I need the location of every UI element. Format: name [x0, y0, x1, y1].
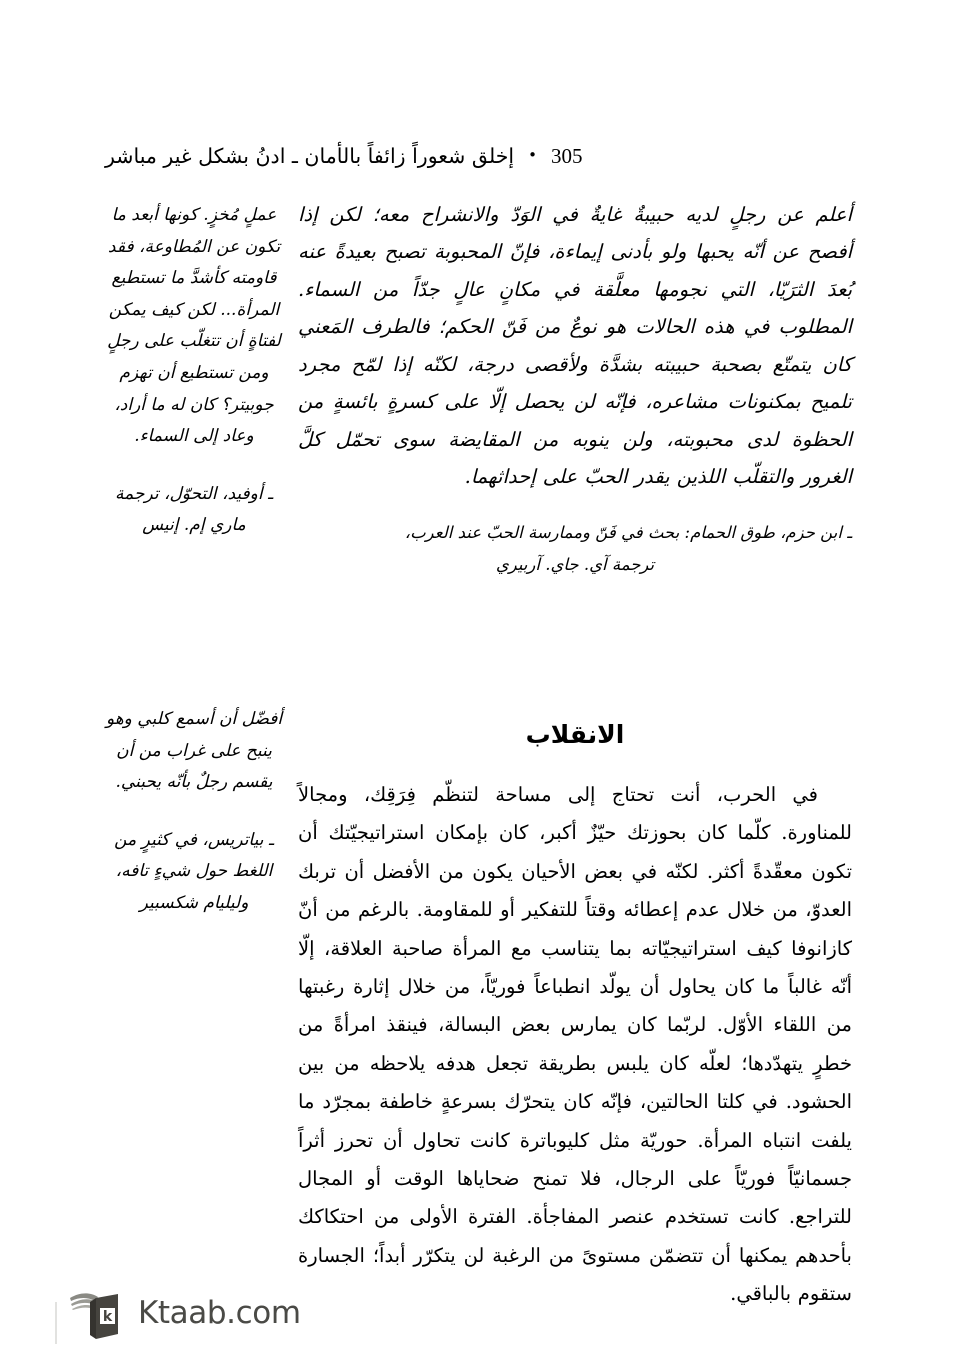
running-head-separator-icon: • [528, 146, 537, 164]
open-book-icon [62, 1282, 124, 1344]
margin-note-1-source: ـ أوفيد، التحوّل، ترجمة ماري إم. إنيس [115, 483, 273, 536]
section-body [298, 776, 852, 1314]
epigraph-attribution [298, 518, 852, 581]
epigraph-source-line-1: ـ ابن حزم، طوق الحمام: بحث في فَنّ وممارسة الحبّ عند العرب، [404, 522, 852, 542]
svg-text:k: k [102, 1309, 113, 1325]
running-head [105, 146, 850, 180]
margin-note-2-text: أفضّل أن أسمع كلبي وهو ينبح على غراب من أن يقسم رجلٌ بأنّه يحبني. [105, 709, 283, 793]
ktaab-watermark[interactable] [62, 1282, 301, 1344]
epigraph-text: أعلم عن رجلٍ لديه حبيبةٌ غايةٌ في الوَدّ والانشراح معه؛ لكن إذا أفصح عن أنّه يحبها ولو بأدنى إيماءة، فإنّ المحبوبة تصبح بعيدةً عنه بُعدَ الثرَيّا، التي نجومها معلَّقة في مكانٍ عالٍ جدّاً من السماء. المطلوب في هذه الحالات هو نوعٌ من فَنّ الحكم؛ فالطرف المَعني كان يتمتّع بصحبة حبيبته بشدَّة ولأقصى درجة، لكنّه إذا لمّح مجرد تلميح بمكنونات مشاعره، فإنّه لن يحصل إلّا على كسرةٍ بائسةٍ من الحظوة لدى محبوبته، ولن ينوبه من المقايضة سوى تحمّل كلَّ الغرور والتقلّب اللذين يقدر الحبّ على إحداثهما. [298, 203, 852, 489]
margin-note-2-source: ـ بياتريس، في كثيرٍ من اللغط حول شيءٍ تافه، وليليام شكسبير [114, 829, 274, 914]
section-body-paragraph: في الحرب، أنت تحتاج إلى مساحة لتنظّم فِرَقِك، ومجالاً للمناورة. كلّما كان بحوزتك حيّزٌ أكبر، كان بإمكان استراتيجيّتك أن تكون معقّدةً أكثر. لكنّه في بعض الأحيان يكون من الأفضل أن تربك العدوّ، من خلال عدم إعطائه وقتاً للتفكير أو للمقاومة. بالرغم من أنّ كازانوفا كيف استراتيجيّاته بما يتناسب مع المرأة صاحبة العلاقة، إلّا أنّه غالباً ما كان يحاول أن يولّد انطباعاً فوريّاً، من خلال إثارة رغبتها من اللقاء الأوّل. لربّما كان يمارس بعض البسالة، فينقذ امرأةً من خطرٍ يتهدّدها؛ لعلّه كان يلبس بطريقة تجعل هدفه يلاحظه من بين الحشود. في كلتا الحالتين، فإنّه كان يتحرّك بسرعةٍ خاطفة بمجرّد ما يلفت انتباه المرأة. حوريّة مثل كليوباترة كانت تحاول أن تحرز أثراً جسمانيّاً فوريّاً على الرجال، فلا تمنح ضحاياها الوقت أو المجال للتراجع. كانت تستخدم عنصر المفاجأة. الفترة الأولى من احتكاكك بأحدهم يمكنها أن تتضمّن مستوىً من الرغبة لن يتكرّر أبداً؛ الجسارة ستقوم بالباقي. [298, 783, 852, 1306]
running-head-title: إخلق شعوراً زائفاً بالأمان ـ ادنُ بشكل غير مباشر [105, 144, 515, 168]
epigraph-quote [298, 196, 852, 496]
page-columns [103, 196, 852, 1306]
main-text-column [298, 196, 852, 1306]
watermark-label: Ktaab.com [138, 1294, 301, 1331]
page-number: 305 [550, 144, 583, 168]
section-heading: الانقلاب [525, 720, 625, 749]
margin-note-1-text: عملٍ مُخزٍ. كونها أبعد ما تكون عن المُطاوعة، فقد قاومته كأشدَّ ما تستطيع المرأة... لكن كيف يمكن لفتاةٍ أن تتغلّب على رجلٍ ومن تستطيع أن تهزم جوبيتر؟ كان له ما أراد، وعاد إلى السماء. [107, 205, 281, 447]
margin-note-2 [103, 704, 285, 920]
page-edge-tick [55, 1302, 57, 1344]
margin-note-1 [103, 200, 285, 542]
epigraph-source-line-2: ترجمة آي. جاي. آربيري [495, 555, 655, 575]
